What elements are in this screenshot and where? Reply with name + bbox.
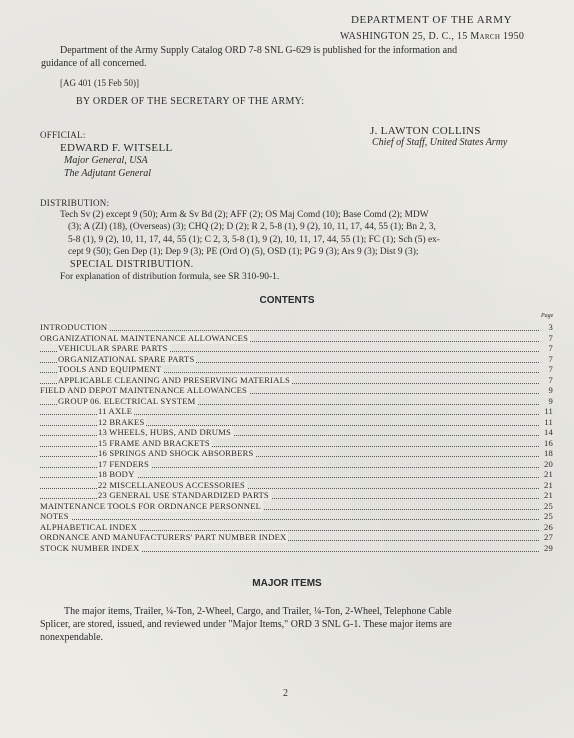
toc-entry <box>40 396 553 407</box>
location-date: WASHINGTON 25, D. C., 15 March 1950 <box>340 31 525 42</box>
toc-leader-dots <box>40 511 539 520</box>
official-rank: Major General, USA <box>64 155 148 166</box>
toc-entry-label: GROUP 06. ELECTRICAL SYSTEM <box>58 395 196 406</box>
toc-entry-page: 14 <box>544 427 553 437</box>
toc-entry-page: 26 <box>544 521 553 532</box>
toc-entry-label: ORDNANCE AND MANUFACTURERS' PART NUMBER INDEX <box>40 532 287 542</box>
toc-entry-page: 3 <box>548 322 553 332</box>
toc-entry <box>40 406 553 417</box>
toc-entry-page: 9 <box>548 395 553 406</box>
toc-entry <box>40 354 553 365</box>
toc-entry-label: STOCK NUMBER INDEX <box>40 542 140 553</box>
department-heading: DEPARTMENT OF THE ARMY <box>351 14 513 26</box>
toc-entry <box>40 438 553 449</box>
toc-entry <box>40 427 553 438</box>
chief-name: J. LAWTON COLLINS <box>370 125 481 137</box>
contents-heading: CONTENTS <box>259 295 315 306</box>
major-items-text: nonexpendable. <box>40 632 104 643</box>
official-name: EDWARD F. WITSELL <box>60 142 173 154</box>
chief-title: Chief of Staff, United States Army <box>372 137 508 148</box>
toc-entry <box>40 375 553 386</box>
toc-entry-page: 29 <box>544 542 553 553</box>
toc-entry-page: 16 <box>544 437 553 448</box>
toc-entry-page: 21 <box>544 490 553 500</box>
intro-line: Department of the Army Supply Catalog ORD 7-8 SNL G-629 is published for the information and <box>60 45 458 56</box>
major-items-text: The major items, Trailer, ¼-Ton, 2-Wheel, Cargo, and Trailer, ¼-Ton, 2-Wheel, Telephone Cable <box>64 606 452 617</box>
toc-entry-page: 18 <box>544 448 553 458</box>
toc-entry <box>40 501 553 512</box>
toc-entry-label: 17 FENDERS <box>98 458 149 469</box>
distribution-line: cept 9 (50); Gen Dep (1); Dep 9 (3); PE (Ord O) (5), OSD (1); PG 9 (3); Ars 9 (3); Dist 9 (3); <box>68 247 419 257</box>
toc-entry <box>40 490 553 501</box>
toc-entry-label: 12 BRAKES <box>98 416 145 427</box>
toc-entry-label: ORGANIZATIONAL SPARE PARTS <box>58 353 195 364</box>
toc-entry-page: 25 <box>544 511 553 521</box>
toc-entry <box>40 469 553 480</box>
toc-entry <box>40 343 553 354</box>
toc-entry-page: 7 <box>548 343 553 353</box>
toc-entry <box>40 459 553 470</box>
by-order-line: BY ORDER OF THE SECRETARY OF THE ARMY: <box>76 96 305 107</box>
intro-line: guidance of all concerned. <box>41 58 147 69</box>
toc-entry-page: 21 <box>544 469 553 479</box>
toc-entry <box>40 522 553 533</box>
toc-entry-label: APPLICABLE CLEANING AND PRESERVING MATERIALS <box>58 374 291 385</box>
toc-entry-label: ORGANIZATIONAL MAINTENANCE ALLOWANCES <box>40 332 249 343</box>
special-distribution: SPECIAL DISTRIBUTION. <box>70 259 194 270</box>
toc-entry-page: 20 <box>544 458 553 469</box>
page-number: 2 <box>283 688 288 699</box>
toc-entry-page: 21 <box>544 479 553 490</box>
toc-entry <box>40 322 553 333</box>
toc-entry-label: 16 SPRINGS AND SHOCK ABSORBERS <box>98 448 254 458</box>
distribution-label: DISTRIBUTION: <box>40 198 110 208</box>
toc-entry-label: INTRODUCTION <box>40 322 108 332</box>
distribution-line: 5-8 (1), 9 (2), 10, 11, 17, 44, 55 (1); C 2, 3, 5-8 (1), 9 (2), 10, 11, 17, 44, 55 (1); FC (1); Sch (5) ex- <box>68 235 440 245</box>
major-items-text: Splicer, are stored, issued, and reviewed under "Major Items," ORD 3 SNL G-1. These major items are <box>40 619 452 630</box>
toc-entry-page: 11 <box>544 416 553 427</box>
toc-entry-label: TOOLS AND EQUIPMENT <box>58 364 162 374</box>
toc-entry <box>40 364 553 375</box>
toc-entry <box>40 532 553 543</box>
toc-entry <box>40 511 553 522</box>
toc-entry-label: 11 AXLE <box>98 406 133 416</box>
toc-entry-page: 7 <box>548 332 553 343</box>
major-items-heading: MAJOR ITEMS <box>252 578 322 589</box>
toc-entry-label: ALPHABETICAL INDEX <box>40 521 138 532</box>
toc-entry-page: 27 <box>544 532 553 542</box>
toc-entry-page: 7 <box>548 353 553 364</box>
toc-entry <box>40 417 553 428</box>
distribution-line: Tech Sv (2) except 9 (50); Arm & Sv Bd (2); AFF (2); OS Maj Comd (10); Base Comd (2); MDW <box>60 210 429 220</box>
toc-entry-label: 13 WHEELS, HUBS, AND DRUMS <box>98 427 232 437</box>
page-column-header: Page <box>541 313 554 319</box>
official-label: OFFICIAL: <box>40 130 86 140</box>
toc-entry-page: 25 <box>544 500 553 511</box>
toc-entry-label: 18 BODY <box>98 469 135 479</box>
toc-entry <box>40 385 553 396</box>
toc-entry <box>40 333 553 344</box>
toc-entry-label: 23 GENERAL USE STANDARDIZED PARTS <box>98 490 269 500</box>
ag-reference: [AG 401 (15 Feb 50)] <box>60 78 139 88</box>
toc-entry-label: MAINTENANCE TOOLS FOR ORDNANCE PERSONNEL <box>40 500 262 511</box>
toc-entry-label: FIELD AND DEPOT MAINTENANCE ALLOWANCES <box>40 385 248 395</box>
toc-entry <box>40 448 553 459</box>
toc-entry <box>40 543 553 554</box>
toc-entry-label: 15 FRAME AND BRACKETS <box>98 437 210 448</box>
toc-entry-label: VEHICULAR SPARE PARTS <box>58 343 168 353</box>
toc-entry-page: 7 <box>548 374 553 385</box>
distribution-line: (3); A (ZI) (18), (Overseas) (3); CHQ (2); D (2); R 2, 5-8 (1), 9 (2), 10, 11, 17, 44, 55 (1); Bn 2, 3, <box>68 222 436 232</box>
distribution-explanation: For explanation of distribution formula, see SR 310-90-1. <box>60 272 280 282</box>
toc-entry-page: 11 <box>544 406 553 416</box>
toc-leader-dots <box>40 322 539 331</box>
official-title: The Adjutant General <box>64 168 152 179</box>
toc-entry-label: 22 MISCELLANEOUS ACCESSORIES <box>98 479 245 490</box>
toc-entry-page: 7 <box>548 364 553 374</box>
toc-entry-page: 9 <box>548 385 553 395</box>
toc-entry-label: NOTES <box>40 511 69 521</box>
toc-entry <box>40 480 553 491</box>
